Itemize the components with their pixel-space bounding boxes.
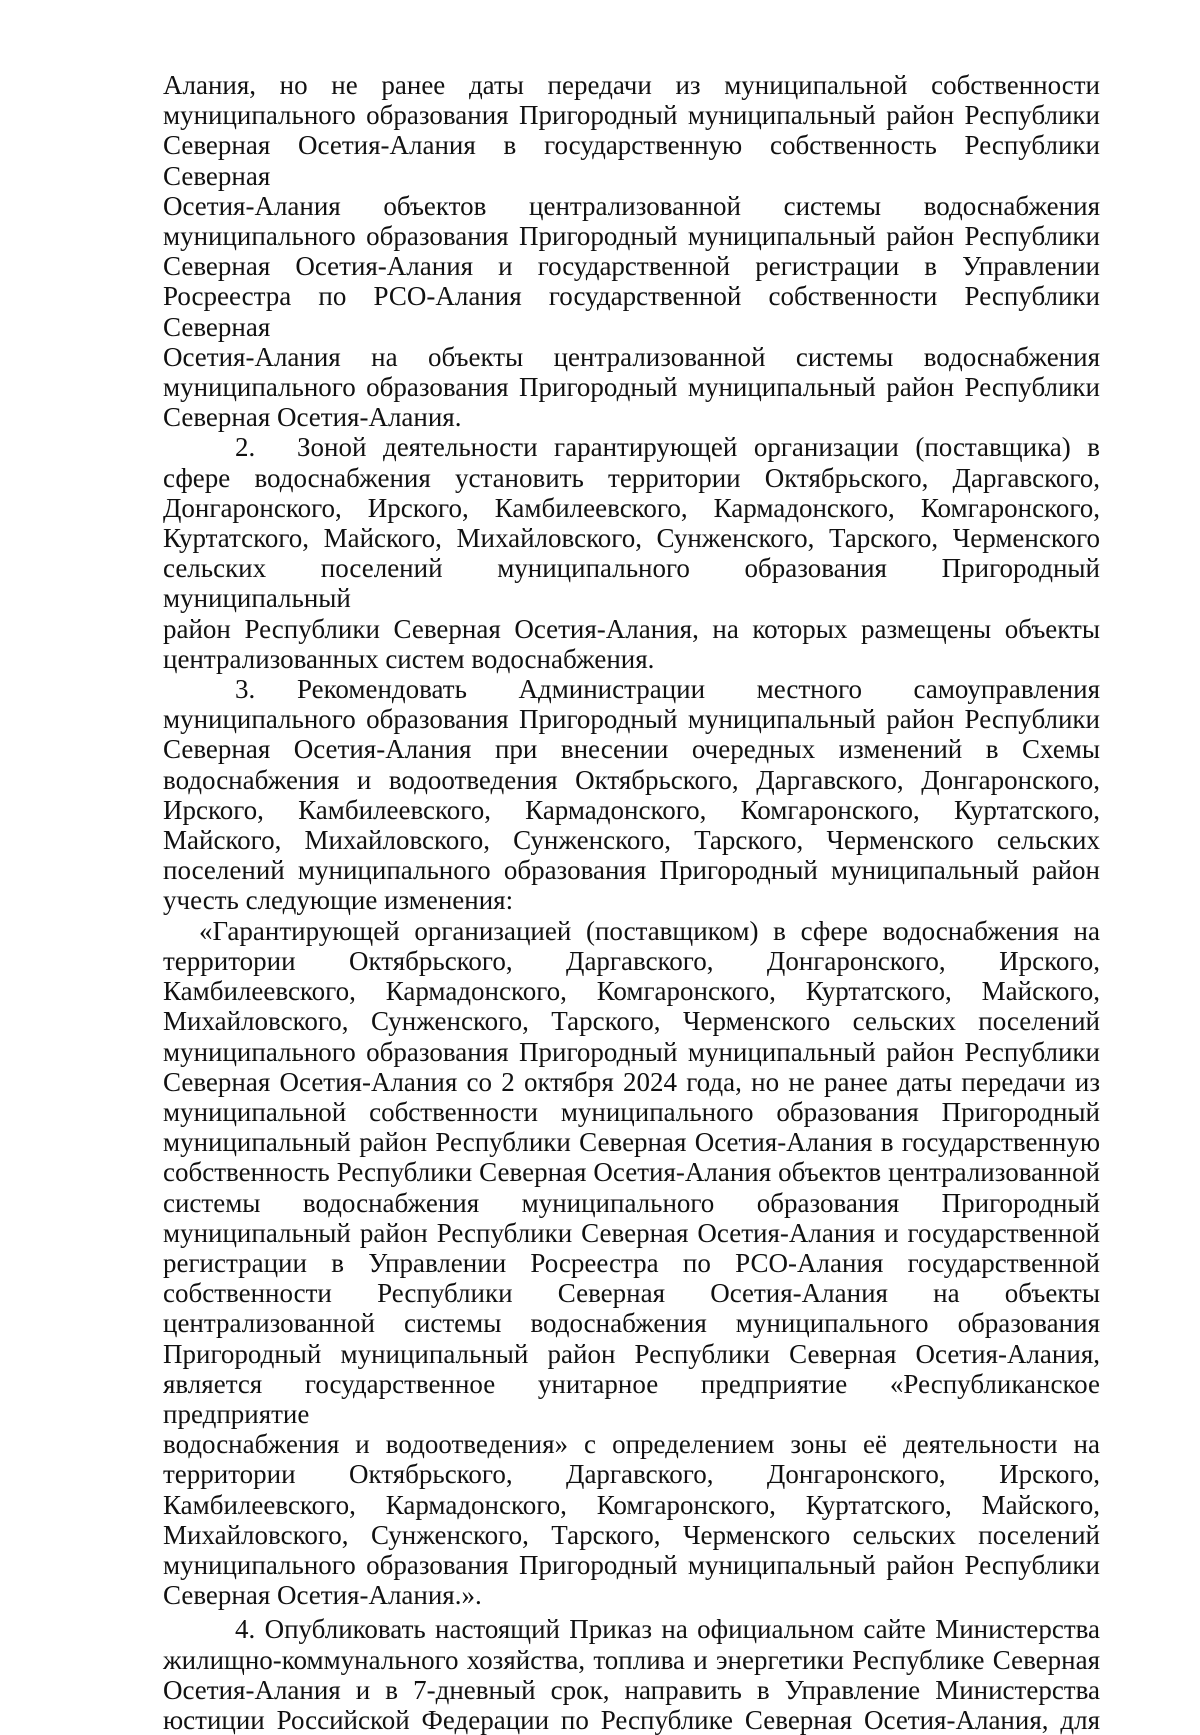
text-line: Алания, но не ранее даты передачи из муниципальной собственности: [163, 70, 1100, 100]
text-line: юстиции Российской Федерации по Республике Северная Осетия-Алания, для: [163, 1704, 1100, 1735]
text-line: Ирского, Камбилеевского, Кармадонского, Комгаронского, Куртатского,: [163, 794, 1100, 825]
text-line: собственности Республики Северная Осетия-Алания на объекты: [163, 1278, 1100, 1309]
paragraph-quote: [163, 916, 1100, 1611]
text-line: является государственное унитарное предприятие «Республиканское предприятие: [163, 1368, 1100, 1429]
text-line: Камбилеевского, Кармадонского, Комгаронского, Куртатского, Майского,: [163, 1489, 1100, 1520]
text-line: Осетия-Алания и в 7-дневный срок, направить в Управление Министерства: [163, 1674, 1100, 1705]
paragraph-item-2: [163, 432, 1100, 674]
text-line: поселений муниципального образования Пригородный муниципальный район: [163, 855, 1100, 886]
text-line: Северная Осетия-Алания в государственную собственность Республики Северная: [163, 130, 1100, 191]
text-line: регистрации в Управлении Росреестра по РСО-Алания государственной: [163, 1247, 1100, 1278]
text-line: Майского, Михайловского, Сунженского, Тарского, Черменского сельских: [163, 825, 1100, 856]
text-line-first: [163, 674, 1100, 704]
text-line: водоснабжения и водоотведения Октябрьского, Даргавского, Донгаронского,: [163, 764, 1100, 795]
text-line: Камбилеевского, Кармадонского, Комгаронского, Куртатского, Майского,: [163, 976, 1100, 1007]
document-page: [163, 70, 1100, 1735]
text-line: муниципальный район Республики Северная Осетия-Алания в государственную: [163, 1127, 1100, 1158]
text-line: Северная Осетия-Алания при внесении очередных изменений в Схемы: [163, 734, 1100, 765]
text-line: территории Октябрьского, Даргавского, Донгаронского, Ирского,: [163, 945, 1100, 976]
text-line: системы водоснабжения муниципального образования Пригородный: [163, 1187, 1100, 1218]
text-line: муниципальной собственности муниципального образования Пригородный: [163, 1096, 1100, 1127]
text-line: Михайловского, Сунженского, Тарского, Черменского сельских поселений: [163, 1006, 1100, 1037]
text-line: собственность Республики Северная Осетия-Алания объектов централизованной: [163, 1157, 1100, 1188]
text-line: сфере водоснабжения установить территории Октябрьского, Даргавского,: [163, 462, 1100, 493]
text-line: муниципального образования Пригородный муниципальный район Республики: [163, 372, 1100, 403]
text-line: учесть следующие изменения:: [163, 885, 514, 916]
text-line: жилищно-коммунального хозяйства, топлива и энергетики Республике Северная: [163, 1644, 1100, 1675]
text-line: Донгаронского, Ирского, Камбилеевского, Кармадонского, Комгаронского,: [163, 492, 1100, 523]
text-line: Зоной деятельности гарантирующей организации (поставщика) в: [297, 432, 1100, 463]
text-line: централизованных систем водоснабжения.: [163, 643, 655, 674]
paragraph-item-3: [163, 674, 1100, 916]
text-line-first: [163, 432, 1100, 462]
text-line: Пригородный муниципальный район Республики Северная Осетия-Алания,: [163, 1338, 1100, 1369]
text-line: «Гарантирующей организацией (поставщиком) в сфере водоснабжения на: [199, 915, 1100, 946]
text-line: 4. Опубликовать настоящий Приказ на официальном сайте Министерства: [235, 1614, 1100, 1645]
text-line: муниципальный район Республики Северная Осетия-Алания и государственной: [163, 1217, 1100, 1248]
text-line: Северная Осетия-Алания и государственной регистрации в Управлении: [163, 251, 1100, 282]
text-line: Михайловского, Сунженского, Тарского, Черменского сельских поселений: [163, 1519, 1100, 1550]
text-line: Росреестра по РСО-Алания государственной собственности Республики Северная: [163, 281, 1100, 342]
text-line: водоснабжения и водоотведения» с определением зоны её деятельности на: [163, 1429, 1100, 1460]
text-line: муниципального образования Пригородный муниципальный район Республики: [163, 221, 1100, 252]
text-line: территории Октябрьского, Даргавского, Донгаронского, Ирского,: [163, 1459, 1100, 1490]
text-line: муниципального образования Пригородный муниципальный район Республики: [163, 1036, 1100, 1067]
text-line: Куртатского, Майского, Михайловского, Сунженского, Тарского, Черменского: [163, 523, 1100, 554]
text-line: Северная Осетия-Алания.: [163, 402, 462, 433]
item-number: 2.: [235, 432, 256, 463]
text-line: Северная Осетия-Алания со 2 октября 2024 года, но не ранее даты передачи из: [163, 1066, 1100, 1097]
text-line: муниципального образования Пригородный муниципальный район Республики: [163, 1549, 1100, 1580]
text-line: Осетия-Алания на объекты централизованной системы водоснабжения: [163, 341, 1100, 372]
text-line: сельских поселений муниципального образования Пригородный муниципальный: [163, 553, 1100, 614]
text-line: централизованной системы водоснабжения муниципального образования: [163, 1308, 1100, 1339]
item-number: 3.: [235, 674, 256, 705]
paragraph-item-4: [163, 1614, 1100, 1735]
text-line: Северная Осетия-Алания.».: [163, 1580, 482, 1611]
text-line: Осетия-Алания объектов централизованной системы водоснабжения: [163, 190, 1100, 221]
text-line: район Республики Северная Осетия-Алания, на которых размещены объекты: [163, 613, 1100, 644]
text-line: Рекомендовать Администрации местного самоуправления: [297, 674, 1100, 705]
text-line: муниципального образования Пригородный муниципальный район Республики: [163, 704, 1100, 735]
text-line: муниципального образования Пригородный муниципальный район Республики: [163, 100, 1100, 131]
paragraph-continuation: [163, 70, 1100, 432]
